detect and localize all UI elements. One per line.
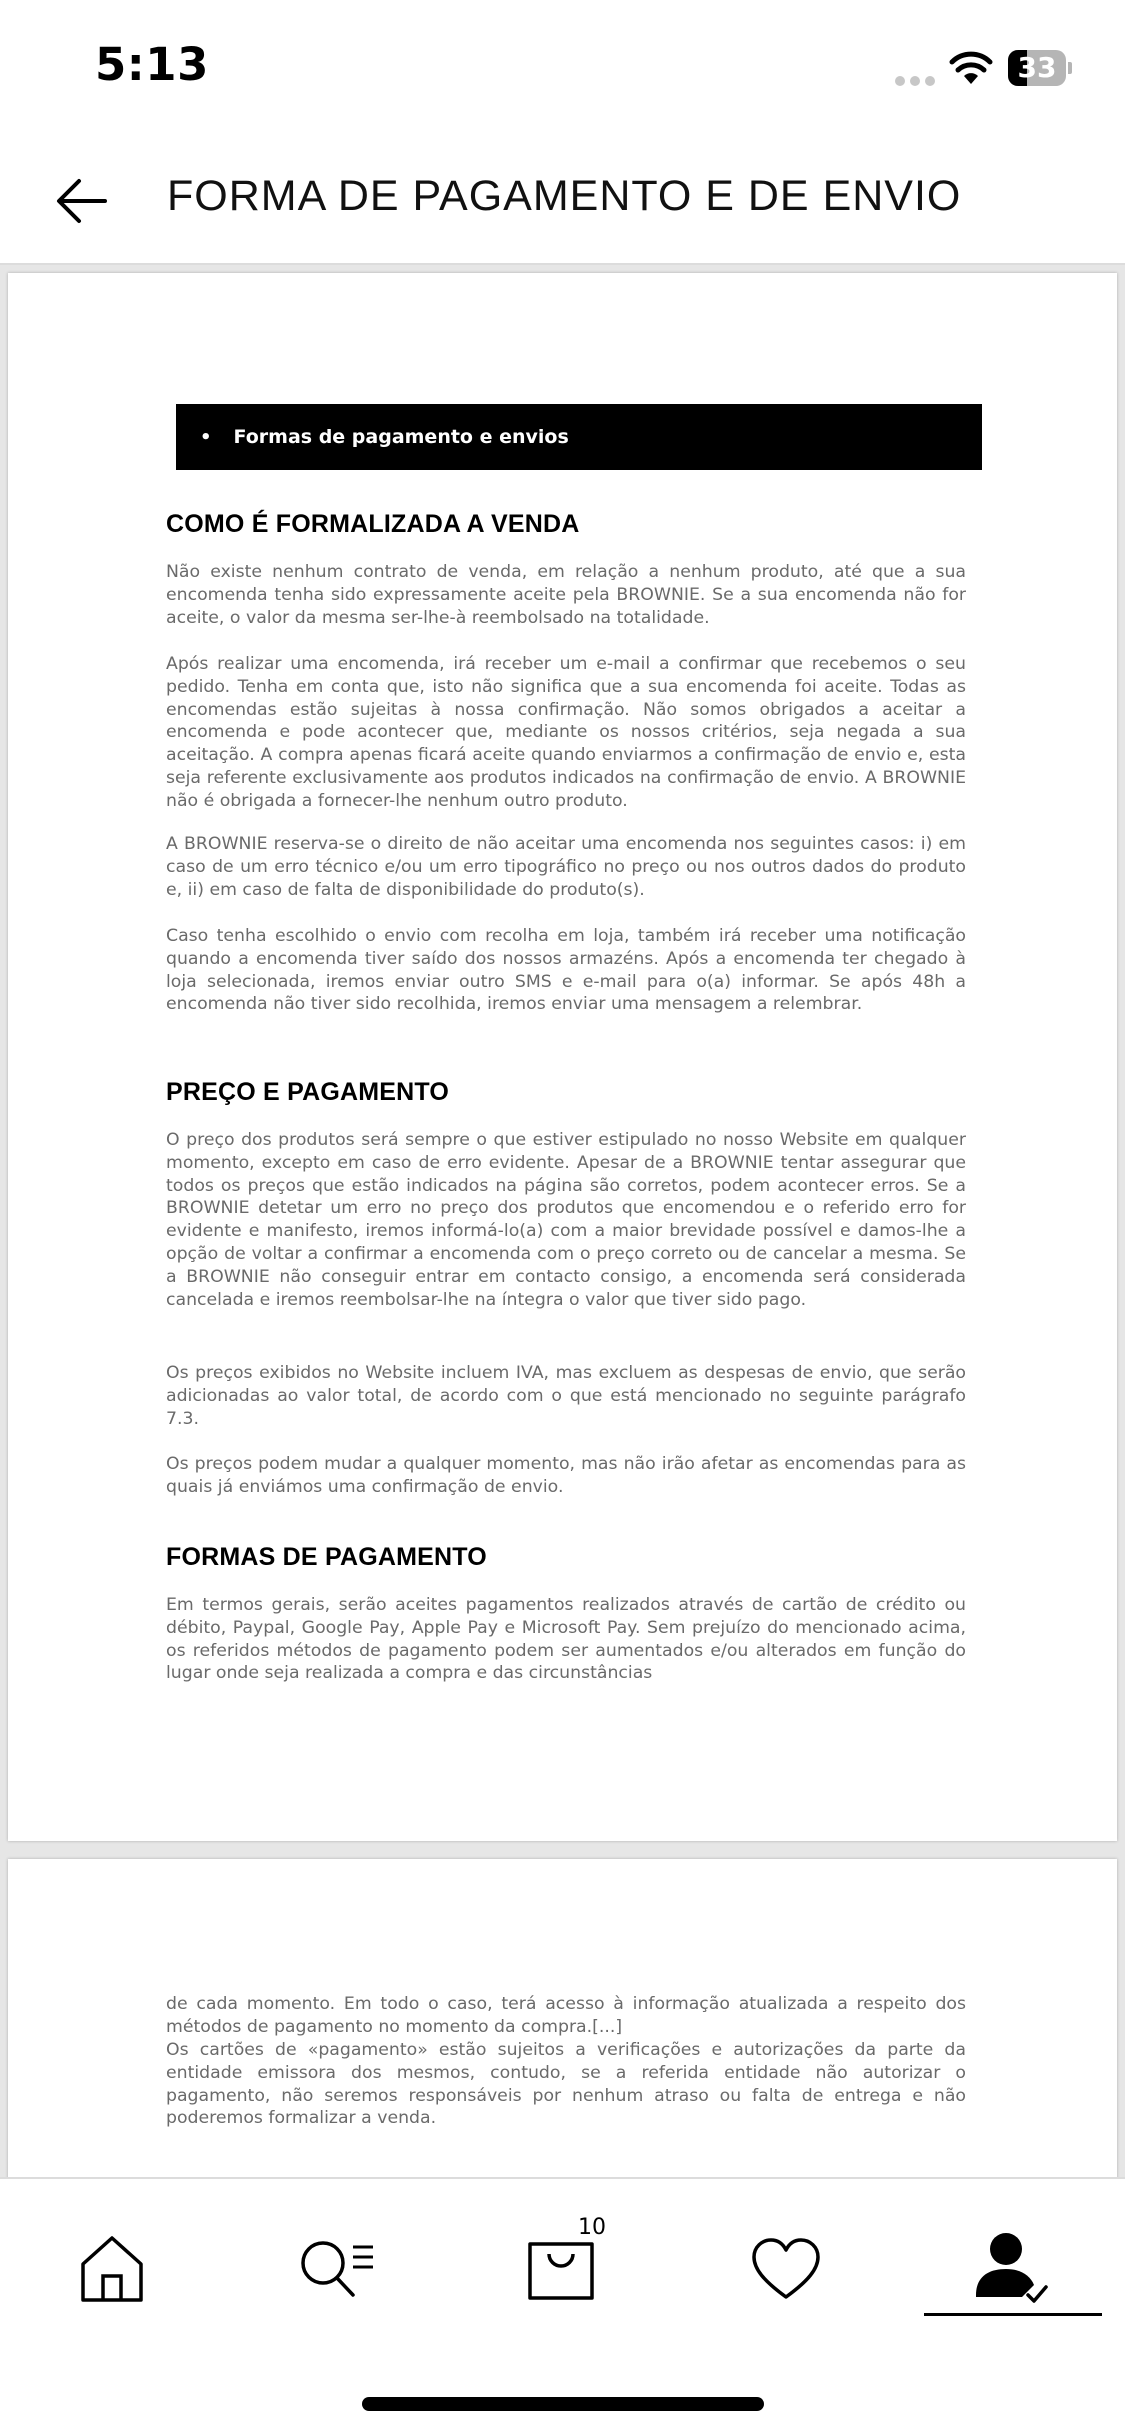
tab-home[interactable] [57,2219,167,2319]
search-list-icon [297,2237,377,2301]
status-bar [0,0,1125,140]
paragraph: Não existe nenhum contrato de venda, em relação a nenhum produto, até que a sua encomenda tenha sido expressamente aceite pela BROWNIE. Se a sua encomenda não for aceite, o valor da mesma ser-lhe-à reembolsado na totalidade. [166,562,966,628]
paragraph: Os cartões de «pagamento» estão sujeitos a verificações e autorizações da parte da entidade emissora dos mesmos, contudo, se a referida entidade não autorizar o pagamento, não seremos responsáveis por nenhum atraso ou falta de entrega e não poderemos formalizar a venda. [166,2040,966,2129]
wifi-icon [948,50,994,86]
heart-icon [750,2237,822,2301]
tab-search[interactable] [282,2219,392,2319]
paragraph: Os preços podem mudar a qualquer momento, mas não irão afetar as encomendas para as quais já enviámos uma confirmação de envio. [166,1454,966,1497]
section-heading: PREÇO E PAGAMENTO [166,1078,450,1106]
section-heading: FORMAS DE PAGAMENTO [166,1543,487,1571]
profile-check-icon [972,2231,1052,2307]
cellular-signal-icon [895,76,935,86]
battery-level: 33 [1017,51,1057,84]
status-time: 5:13 [95,38,209,91]
section-heading: COMO É FORMALIZADA A VENDA [166,510,580,538]
document-page [8,273,1117,1841]
paragraph: de cada momento. Em todo o caso, terá acesso à informação atualizada a respeito dos métodos de pagamento no momento da compra.[...] [166,1994,966,2037]
home-icon [79,2234,145,2304]
home-indicator[interactable] [362,2397,764,2411]
paragraph: A BROWNIE reserva-se o direito de não aceitar uma encomenda nos seguintes casos: i) em caso de um erro técnico e/ou um erro tipográfico no preço ou nos outros dados do produto e, ii) em caso de falta de disponibilidade do produto(s). [166,834,966,900]
bottom-tab-bar [0,2177,1125,2436]
paragraph: Após realizar uma encomenda, irá receber um e-mail a confirmar que recebemos o seu pedido. Tenha em conta que, isto não significa que a sua encomenda foi aceite. Todas as encomendas estão sujeitas à nossa confirmação. Não somos obrigados a aceitar a encomenda e pode acontecer que, mediante os nossos critérios, seja negada a sua aceitação. A compra apenas ficará aceite quando enviarmos a confirmação de envio e, esta seja referente exclusivamente aos produtos indicados na confirmação de envio. A BROWNIE não é obrigada a fornecer-lhe nenhum outro produto. [166,654,966,811]
paragraph: Em termos gerais, serão aceites pagamentos realizados através de cartão de crédito ou débito, Paypal, Google Pay, Apple Pay e Microsoft Pay. Sem prejuízo do mencionado acima, os referidos métodos de pagamento podem ser aumentados e/ou alterados em função do lugar onde seja realizada a compra e das circunstâncias [166,1595,966,1684]
cart-count-badge: 10 [578,2215,606,2240]
shopping-bag-icon [525,2236,597,2302]
section-banner-label: Formas de pagamento e envios [233,426,569,448]
document-page [8,1859,1117,2177]
app-header [0,140,1125,265]
paragraph: Os preços exibidos no Website incluem IVA, mas excluem as despesas de envio, que serão adicionadas ao valor total, de acordo com o que está mencionado no seguinte parágrafo 7.3. [166,1363,966,1429]
tab-favorites[interactable] [731,2219,841,2319]
section-banner [176,404,982,470]
bullet-icon: • [200,426,212,448]
battery-icon [1008,50,1072,86]
arrow-left-icon [55,176,111,226]
paragraph: Caso tenha escolhido o envio com recolha em loja, também irá receber uma notificação quando a encomenda tiver saído dos nossos armazéns. Após a encomenda ter chegado à loja selecionada, iremos enviar outro SMS e e-mail para o(a) informar. Se após 48h a encomenda não tiver sido recolhida, iremos enviar uma mensagem a relembrar. [166,926,966,1015]
tab-account[interactable] [957,2219,1067,2319]
pdf-viewer[interactable] [0,265,1125,2177]
paragraph: O preço dos produtos será sempre o que estiver estipulado no nosso Website em qualquer momento, excepto em caso de erro evidente. Apesar de a BROWNIE tentar assegurar que todos os preços que estão indicados na página são corretos, podem acontecer erros. Se a BROWNIE detetar um erro no preço dos produtos que encomendou e o referido erro for evidente e manifesto, iremos informá-lo(a) com a maior brevidade possível e damos-lhe a opção de voltar a confirmar a encomenda com o preço correto ou de cancelar a mesma. Se a BROWNIE não conseguir entrar em contacto consigo, a encomenda será considerada cancelada e iremos reembolsar-lhe na íntegra o valor que tiver sido pago. [166,1130,966,1310]
page-title: FORMA DE PAGAMENTO E DE ENVIO [167,172,962,220]
active-tab-indicator [924,2313,1102,2316]
back-button[interactable] [50,168,116,234]
